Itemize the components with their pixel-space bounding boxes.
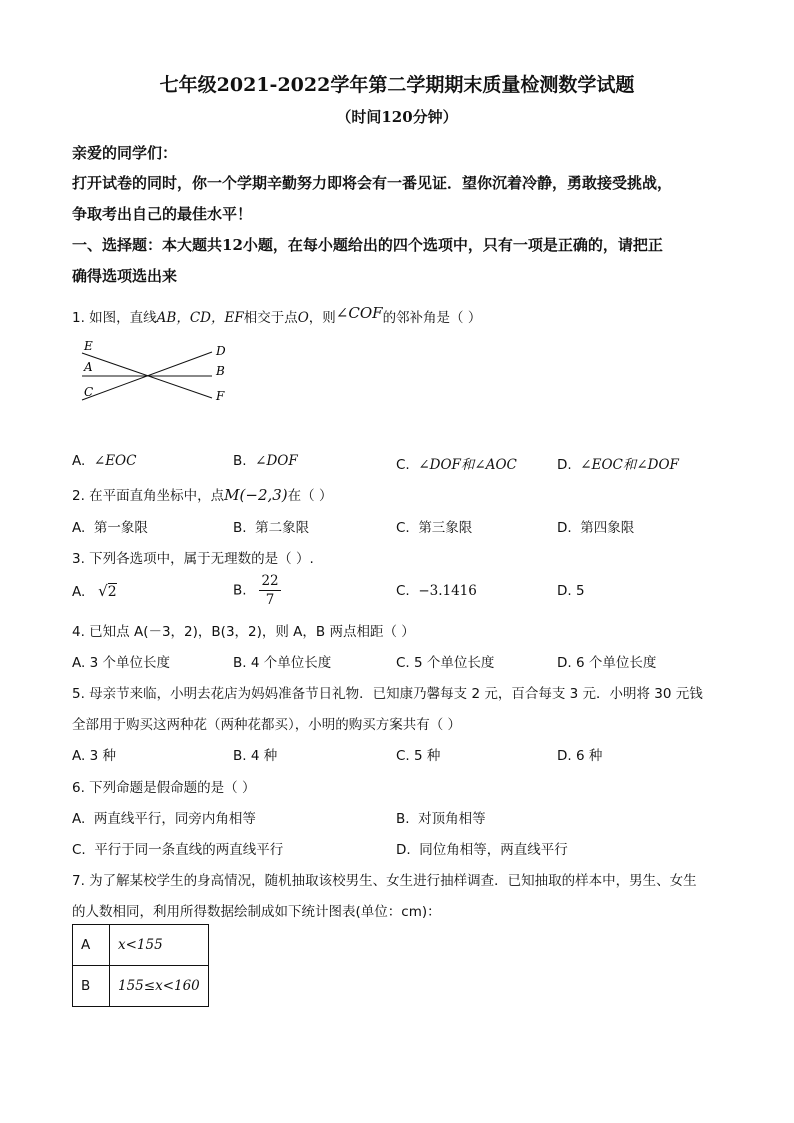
greeting: 亲爱的同学们： [72,144,178,162]
question-1-stem: 1. 如图，直线AB，CD，EF相交于点O，则∠COF的邻补角是（ ） [72,304,482,326]
square-root-sign: √ [98,582,108,600]
intro-line-2: 争取考出自己的最佳水平！ [72,205,253,223]
question-1-figure [72,336,242,408]
height-group-table [72,924,209,1007]
question-5-line-2: 全部用于购买这两种花（两种花都买），小明的购买方案共有（ ） [72,717,462,733]
page-title: 七年级2021-2022学年第二学期期末质量检测数学试题 [159,74,635,96]
question-1-option-d[interactable]: D. ∠EOC和∠DOF [557,457,679,473]
table-cell-range: 155≤x<160 [110,966,209,1007]
label-d: D [216,344,226,358]
question-3-option-b[interactable]: B. $\frac{22}{7}$ [233,573,279,608]
question-1-option-b[interactable]: B. ∠DOF [233,453,298,469]
question-3-option-c[interactable]: C. −3.1416 [396,583,477,599]
question-4-option-d[interactable]: D. 6 个单位长度 [557,655,657,671]
question-6-option-a[interactable]: A. 两直线平行，同旁内角相等 [72,811,256,827]
question-1-option-a[interactable]: A. ∠EOC [72,453,137,469]
label-f: F [216,389,225,403]
table-cell-group: B [73,966,110,1007]
label-a: A [84,360,93,374]
question-5-option-a[interactable]: A. 3 种 [72,748,116,764]
question-5-option-b[interactable]: B. 4 种 [233,748,278,764]
question-2-option-c[interactable]: C. 第三象限 [396,520,473,536]
table-row [73,925,209,966]
label-c: C [84,385,94,399]
question-6-stem: 6. 下列命题是假命题的是（ ） [72,780,256,796]
question-7-line-2: 的人数相同，利用所得数据绘制成如下统计图表(单位：cm)： [72,904,441,920]
question-5-option-d[interactable]: D. 6 种 [557,748,603,764]
question-6-option-c[interactable]: C. 平行于同一条直线的两直线平行 [72,842,284,858]
question-2-option-b[interactable]: B. 第二象限 [233,520,310,536]
question-3-option-a[interactable]: A. √2 [72,582,117,600]
question-4-stem: 4. 已知点 A(－3，2)，B(3，2)，则 A，B 两点相距（ ） [72,624,415,640]
label-b: B [216,364,225,378]
question-6-option-b[interactable]: B. 对顶角相等 [396,811,486,827]
question-5-option-c[interactable]: C. 5 种 [396,748,441,764]
question-3-stem: 3. 下列各选项中，属于无理数的是（ ）. [72,551,314,567]
fraction-22-7: $\frac{22}{7}$ [261,573,279,608]
question-4-option-c[interactable]: C. 5 个单位长度 [396,655,495,671]
section-heading-line-2: 确得选项选出来 [72,267,178,285]
label-e: E [84,339,93,353]
table-cell-group: A [73,925,110,966]
question-3-option-d[interactable]: D. 5 [557,583,585,599]
question-6-option-d[interactable]: D. 同位角相等，两直线平行 [396,842,568,858]
table-row [73,966,209,1007]
page-subtitle: （时间120分钟） [336,108,458,126]
question-4-option-b[interactable]: B. 4 个单位长度 [233,655,332,671]
question-5-line-1: 5. 母亲节来临，小明去花店为妈妈准备节日礼物．已知康乃馨每支 2 元，百合每支 3 元．小明将 30 元钱 [72,686,703,702]
question-7-line-1: 7. 为了解某校学生的身高情况，随机抽取该校男生、女生进行抽样调查．已知抽取的样本中，男生、女生 [72,873,697,889]
question-4-option-a[interactable]: A. 3 个单位长度 [72,655,170,671]
question-2-option-a[interactable]: A. 第一象限 [72,520,148,536]
question-1-option-c[interactable]: C. ∠DOF和∠AOC [396,457,517,473]
question-2-stem: 2. 在平面直角坐标中，点M(−2,3)在（ ） [72,486,333,504]
question-2-option-d[interactable]: D. 第四象限 [557,520,635,536]
section-heading-line-1: 一、选择题：本大题共12小题，在每小题给出的四个选项中，只有一项是正确的，请把正 [72,236,663,254]
table-cell-range: x<155 [110,925,209,966]
intro-line-1: 打开试卷的同时，你一个学期辛勤努力即将会有一番见证．望你沉着冷静，勇敢接受挑战， [72,174,673,192]
